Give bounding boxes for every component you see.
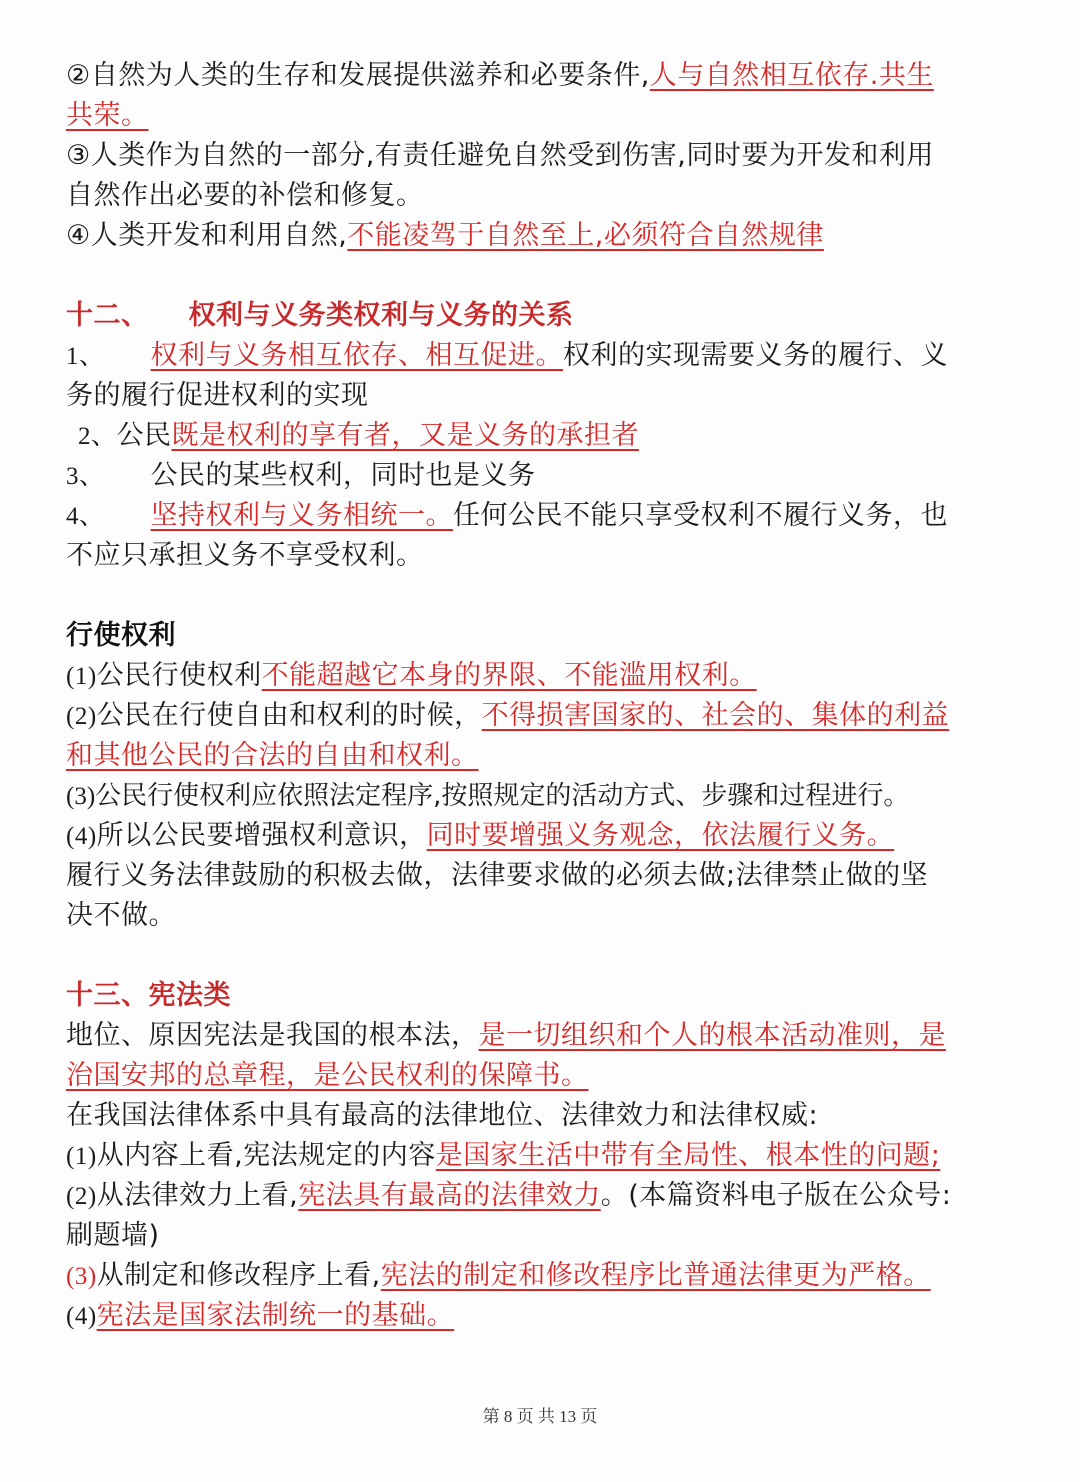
highlight: 宪法的制定和修改程序比普通法律更为严格。 bbox=[380, 1260, 931, 1291]
exercise-item-1: (1)公民行使权利不能超越它本身的界限、不能滥用权利。 bbox=[66, 660, 757, 691]
document-page bbox=[66, 56, 1026, 1336]
highlight: 不能超越它本身的界限、不能滥用权利。 bbox=[261, 660, 757, 691]
s12-item-1-cont: 务的履行促进权利的实现 bbox=[66, 380, 369, 411]
nature-item-3-cont: 自然作出必要的补偿和修复。 bbox=[66, 180, 424, 211]
highlight: 权利与义务相互依存、相互促进。 bbox=[150, 340, 564, 371]
exercise-item-4: (4)所以公民要增强权利意识，同时要增强义务观念，依法履行义务。 bbox=[66, 820, 895, 851]
highlight: 人与自然相互依存.共生 bbox=[649, 60, 934, 91]
s13-line-1: 地位、原因宪法是我国的根本法，是一切组织和个人的根本活动准则，是 bbox=[66, 1020, 946, 1051]
s12-item-3: 3、 公民的某些权利，同时也是义务 bbox=[66, 460, 536, 491]
highlight: 不得损害国家的、社会的、集体的利益 bbox=[481, 700, 950, 731]
exercise-heading: 行使权利 bbox=[66, 620, 176, 651]
highlight: 同时要增强义务观念，依法履行义务。 bbox=[426, 820, 895, 851]
highlight: 既是权利的享有者，又是义务的承担者 bbox=[171, 420, 640, 451]
highlight: 坚持权利与义务相统一。 bbox=[150, 500, 454, 531]
highlight: 是国家生活中带有全局性、根本性的问题; bbox=[435, 1140, 941, 1171]
nature-item-2: ②自然为人类的生存和发展提供滋养和必要条件,人与自然相互依存.共生 bbox=[66, 60, 934, 91]
highlight: 宪法是国家法制统一的基础。 bbox=[96, 1300, 455, 1331]
exercise-item-2-cont bbox=[66, 736, 1026, 776]
exercise-item-2: (2)公民在行使自由和权利的时候，不得损害国家的、社会的、集体的利益 bbox=[66, 700, 950, 731]
s13-item-4: (4)宪法是国家法制统一的基础。 bbox=[66, 1300, 455, 1331]
s13-line-2 bbox=[66, 1056, 1026, 1096]
highlight: 治国安邦的总章程，是公民权利的保障书。 bbox=[66, 1060, 589, 1091]
nature-item-2-cont bbox=[66, 96, 1026, 136]
s13-item-3: (3)从制定和修改程序上看,宪法的制定和修改程序比普通法律更为严格。 bbox=[66, 1260, 931, 1291]
s12-item-4-cont: 不应只承担义务不享受权利。 bbox=[66, 540, 424, 571]
section-12-heading: 十二、 权利与义务类权利与义务的关系 bbox=[66, 300, 574, 331]
page-number: 第 8 页 共 13 页 bbox=[482, 1407, 598, 1426]
s12-item-4: 4、 坚持权利与义务相统一。任何公民不能只享受权利不履行义务，也 bbox=[66, 500, 949, 531]
exercise-item-5-cont: 决不做。 bbox=[66, 900, 176, 931]
nature-item-3: ③人类作为自然的一部分,有责任避免自然受到伤害,同时要为开发和利用 bbox=[66, 140, 934, 171]
s13-item-2: (2)从法律效力上看,宪法具有最高的法律效力。(本篇资料电子版在公众号: bbox=[66, 1180, 952, 1211]
s12-item-2: 2、公民既是权利的享有者，又是义务的承担者 bbox=[78, 420, 640, 451]
highlight: 不能凌驾于自然至上,必须符合自然规律 bbox=[347, 220, 824, 251]
s13-item-2-cont: 刷题墙) bbox=[66, 1220, 160, 1251]
highlight: 是一切组织和个人的根本活动准则，是 bbox=[478, 1020, 946, 1051]
s13-item-1: (1)从内容上看,宪法规定的内容是国家生活中带有全局性、根本性的问题; bbox=[66, 1140, 941, 1171]
highlight: 共荣。 bbox=[66, 100, 149, 131]
section-13-heading: 十三、宪法类 bbox=[66, 980, 231, 1011]
s13-line-3: 在我国法律体系中具有最高的法律地位、法律效力和法律权威: bbox=[66, 1100, 819, 1131]
s12-item-1: 1、 权利与义务相互依存、相互促进。权利的实现需要义务的履行、义 bbox=[66, 340, 949, 371]
exercise-item-5: 履行义务法律鼓励的积极去做，法律要求做的必须去做;法律禁止做的坚 bbox=[66, 860, 929, 891]
nature-item-4: ④人类开发和利用自然,不能凌驾于自然至上,必须符合自然规律 bbox=[66, 220, 824, 251]
highlight: 宪法具有最高的法律效力 bbox=[298, 1180, 601, 1211]
exercise-item-3: (3)公民行使权利应依照法定程序,按照规定的活动方式、步骤和过程进行。 bbox=[66, 781, 910, 811]
highlight: 和其他公民的合法的自由和权利。 bbox=[66, 740, 479, 771]
